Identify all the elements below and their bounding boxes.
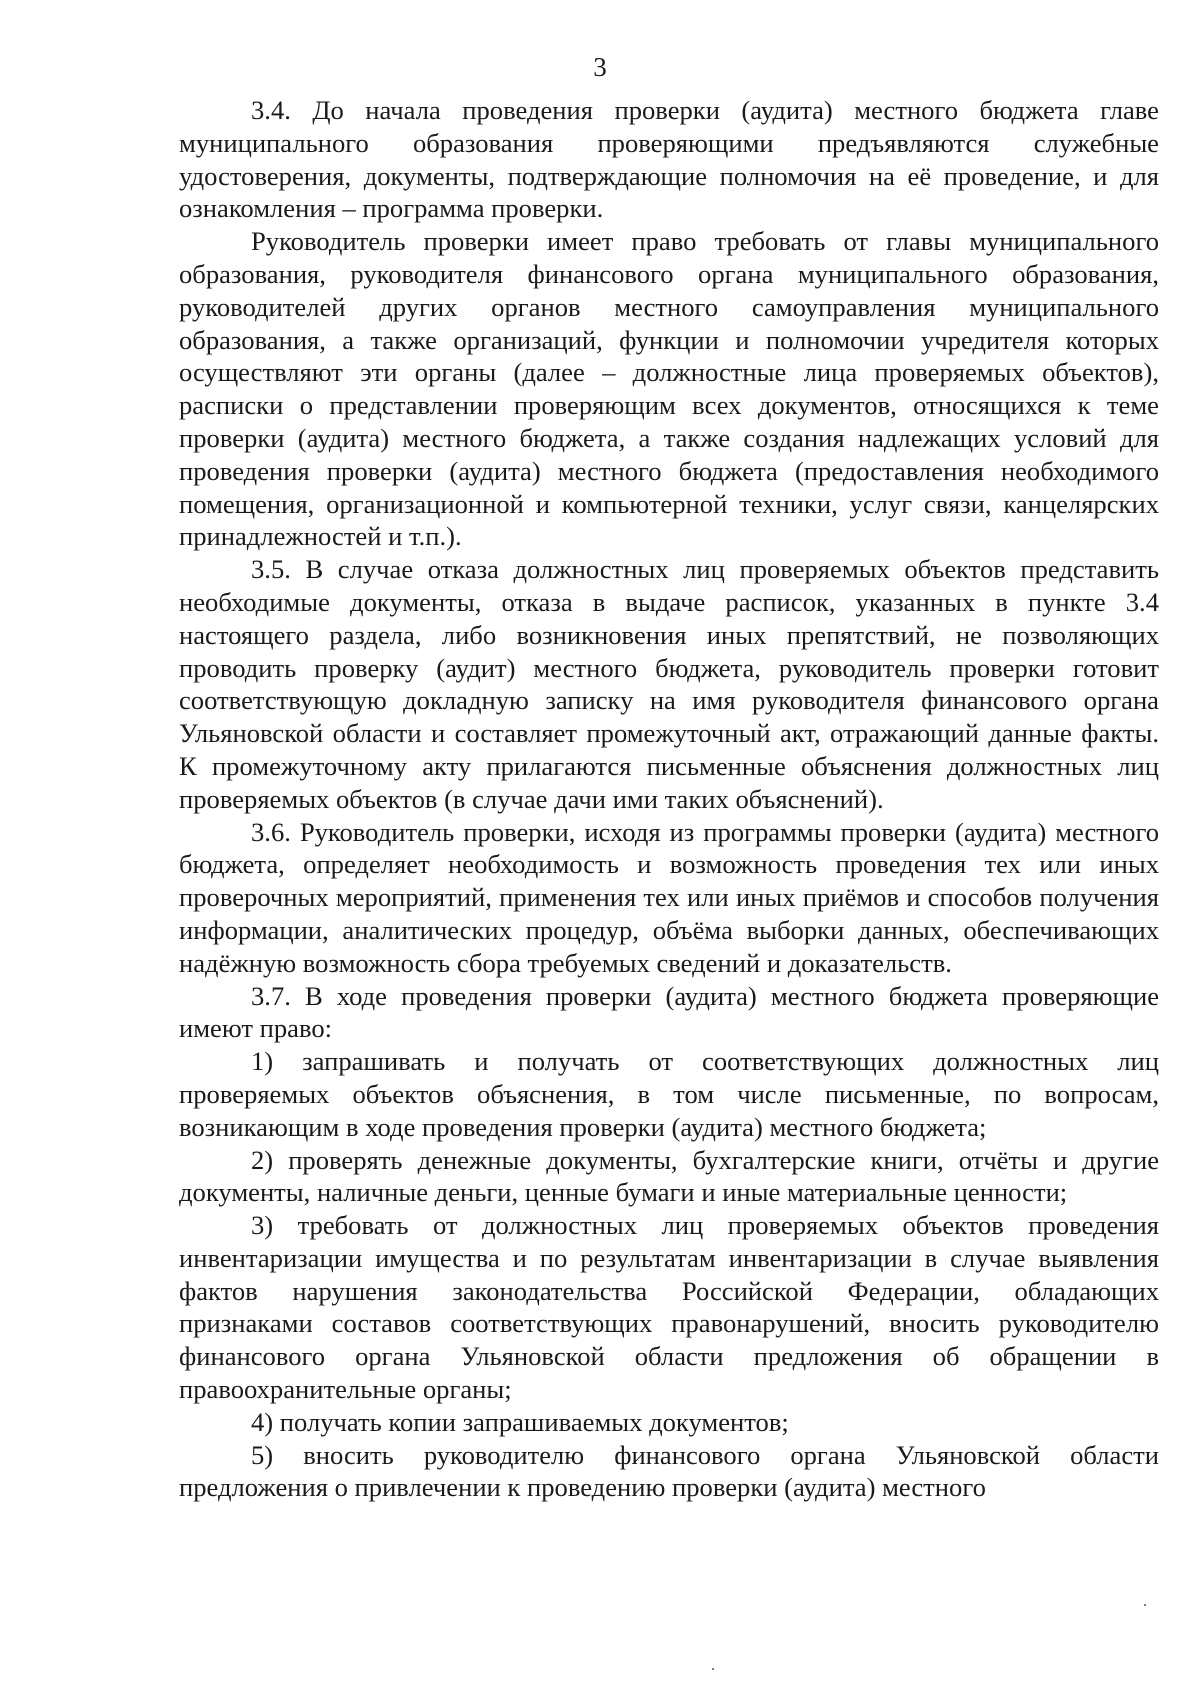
document-body (179, 94, 1159, 1504)
scan-speck (1144, 1604, 1146, 1606)
paragraph-3-5: 3.5. В случае отказа должностных лиц проверяемых объектов представить необходимые документы, отказа в выдаче расписок, указанных в пункте 3.4 настоящего раздела, либо возникновения иных препятствий, не позволяющих проводить проверку (аудит) местного бюджета, руководитель проверки готовит соответствующую докладную записку на имя руководителя финансового органа Ульяновской области и составляет промежуточный акт, отражающий данные факты. К промежуточному акту прилагаются письменные объяснения должностных лиц проверяемых объектов (в случае дачи ими таких объяснений). (179, 554, 1159, 814)
list-item-2: 2) проверять денежные документы, бухгалтерские книги, отчёты и другие документы, наличные деньги, ценные бумаги и иные материальные ценности; (179, 1144, 1159, 1208)
paragraph-3-6: 3.6. Руководитель проверки, исходя из программы проверки (аудита) местного бюджета, определяет необходимость и возможность проведения тех или иных проверочных мероприятий, применения тех или иных приёмов и способов получения информации, аналитических процедур, объёма выборки данных, обеспечивающих надёжную возможность сбора требуемых сведений и доказательств. (179, 816, 1159, 978)
list-item-3: 3) требовать от должностных лиц проверяемых объектов проведения инвентаризации имущества и по результатам инвентаризации в случае выявления фактов нарушения законодательства Российской Федерации, обладающих признаками составов соответствующих правонарушений, вносить руководителю финансового органа Ульяновской области предложения об обращении в правоохранительные органы; (179, 1210, 1159, 1405)
paragraph-3-7: 3.7. В ходе проведения проверки (аудита) местного бюджета проверяющие имеют право: (179, 980, 1159, 1044)
scan-speck (712, 1668, 714, 1670)
paragraph-3-4-continued: Руководитель проверки имеет право требовать от главы муниципального образования, руководителя финансового органа муниципального образования, руководителей других органов местного самоуправления муниципального образования, а также организаций, функции и полномочии учредителя которых осуществляют эти органы (далее – должностные лица проверяемых объектов), расписки о представлении проверяющим всех документов, относящихся к теме проверки (аудита) местного бюджета, а также создания надлежащих условий для проведения проверки (аудита) местного бюджета (предоставления необходимого помещения, организационной и компьютерной техники, услуг связи, канцелярских принадлежностей и т.п.). (179, 226, 1159, 552)
list-item-5: 5) вносить руководителю финансового органа Ульяновской области предложения о привлечении к проведению проверки (аудита) местного (179, 1439, 1159, 1503)
list-item-4: 4) получать копии запрашиваемых документов; (251, 1406, 789, 1437)
page-number: 3 (593, 52, 607, 82)
list-item-1: 1) запрашивать и получать от соответствующих должностных лиц проверяемых объектов объяснения, в том числе письменные, по вопросам, возникающим в ходе проведения проверки (аудита) местного бюджета; (179, 1046, 1159, 1142)
paragraph-3-4: 3.4. До начала проведения проверки (аудита) местного бюджета главе муниципального образования проверяющими предъявляются служебные удостоверения, документы, подтверждающие полномочия на её проведение, и для ознакомления – программа проверки. (179, 95, 1159, 224)
